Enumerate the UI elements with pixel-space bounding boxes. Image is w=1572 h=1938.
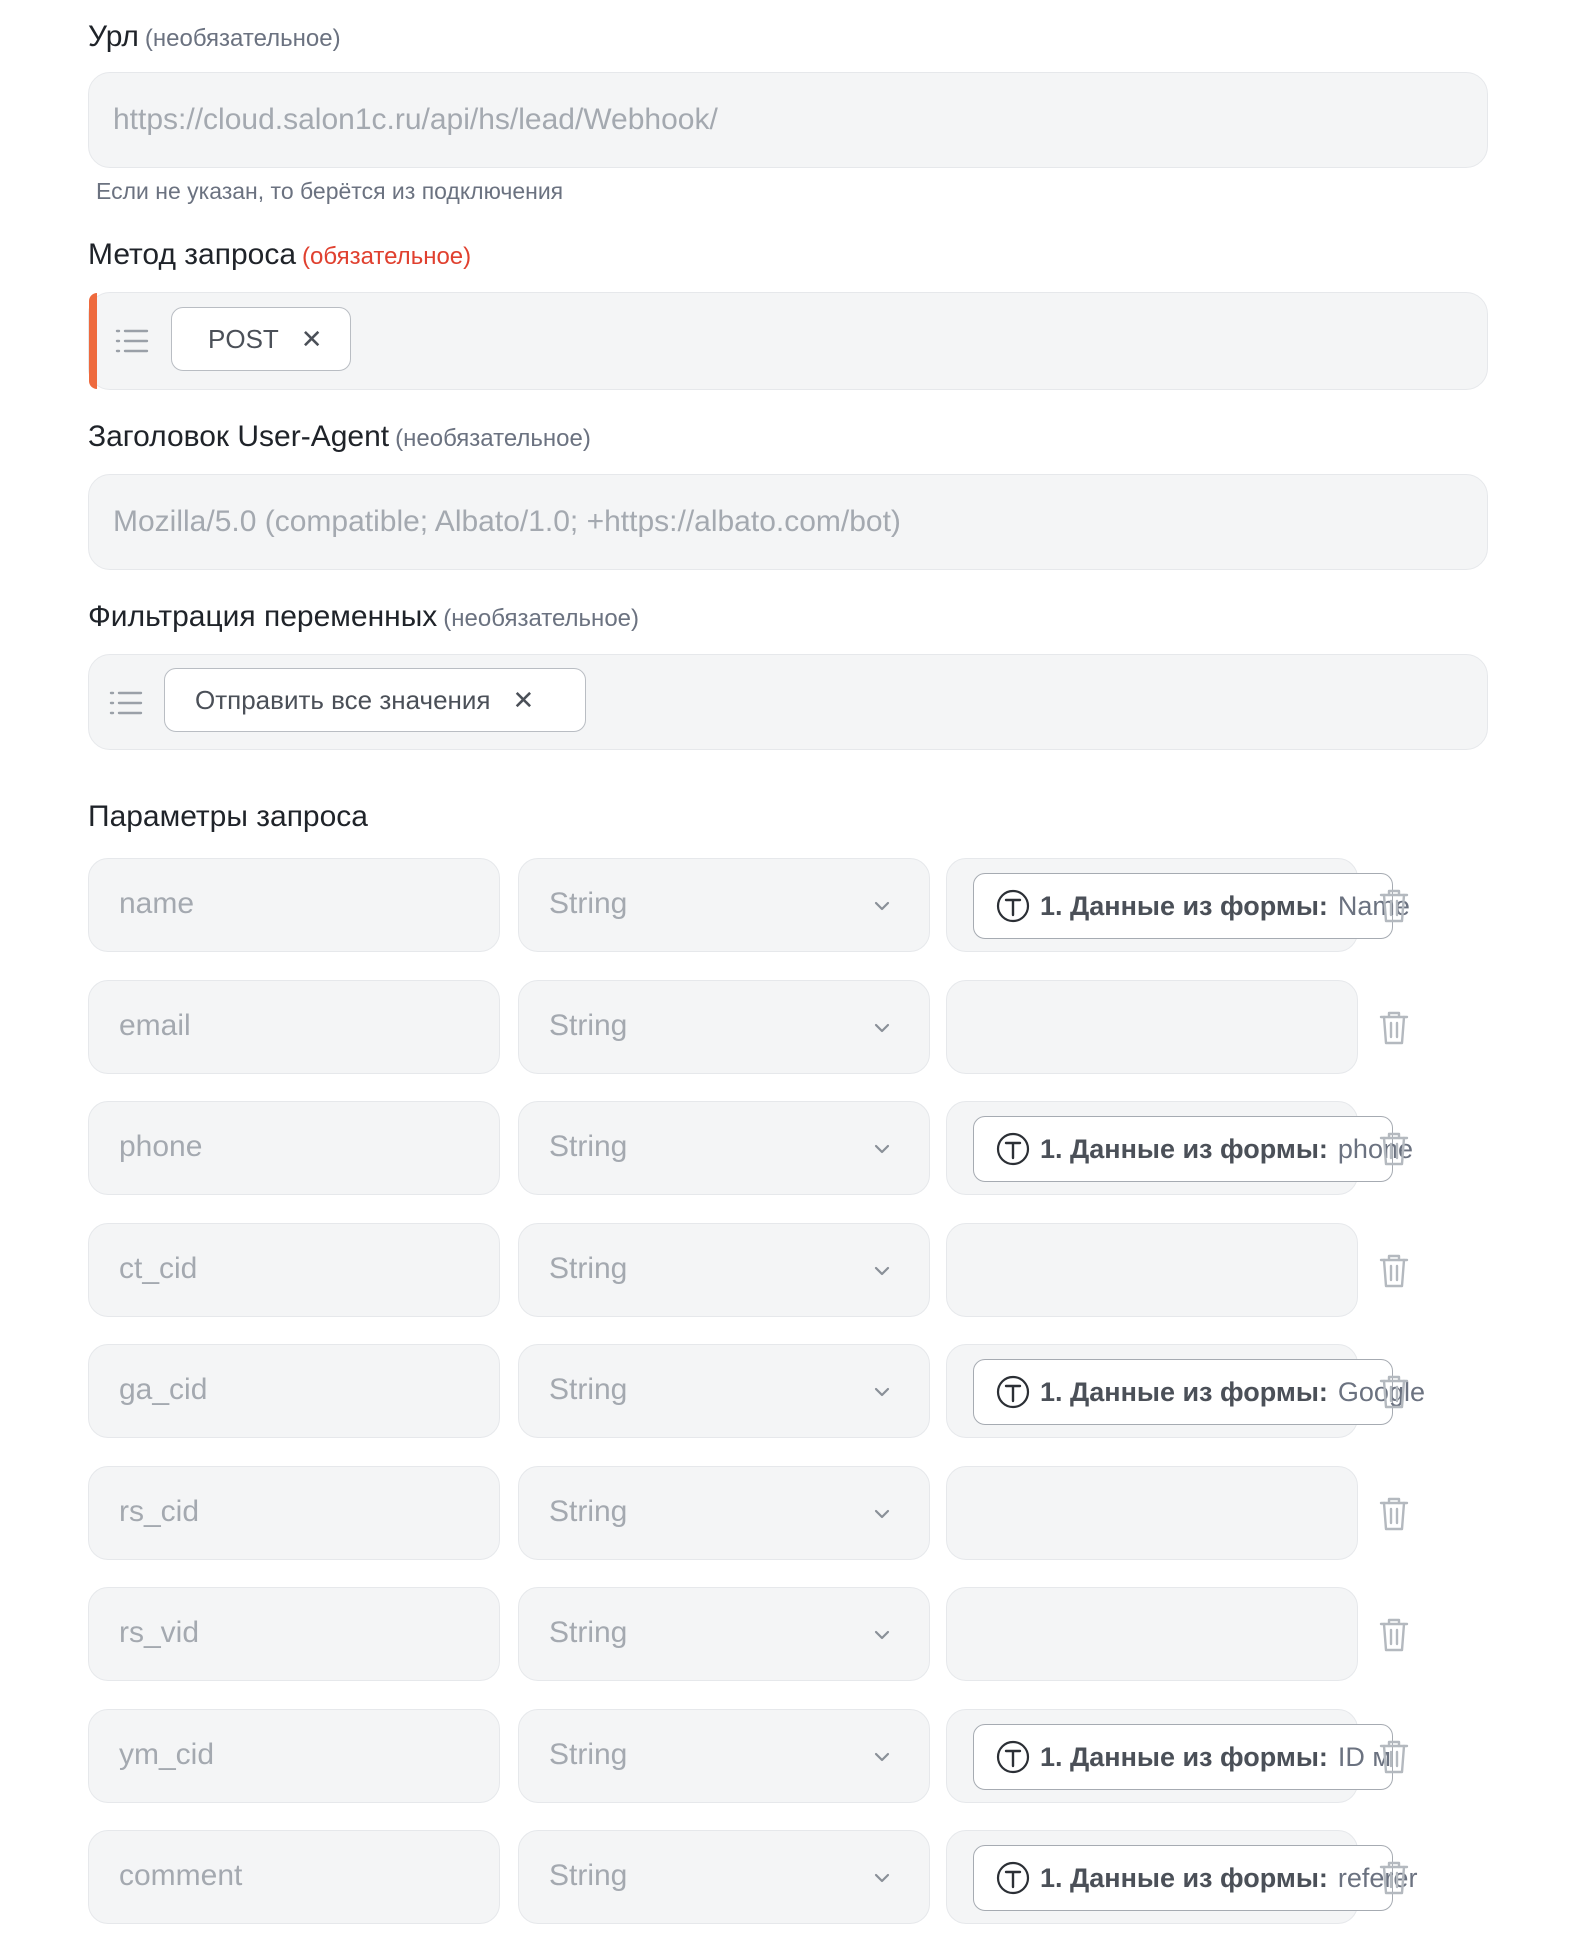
variable-field: phone	[1337, 1133, 1413, 1164]
text-variable-icon	[996, 1375, 1030, 1409]
param-value-field[interactable]	[946, 1830, 1418, 1924]
user-agent-placeholder: Mozilla/5.0 (compatible; Albato/1.0; +https://albato.com/bot)	[113, 505, 901, 538]
param-type-select[interactable]	[518, 980, 930, 1074]
variable-source: 1. Данные из формы:	[1040, 890, 1328, 921]
variable-chip[interactable]	[973, 1116, 1413, 1182]
variable-chip[interactable]	[973, 1359, 1425, 1425]
param-value-field[interactable]	[946, 1223, 1358, 1317]
param-value-field[interactable]	[946, 980, 1358, 1074]
variable-source: 1. Данные из формы:	[1040, 1133, 1328, 1164]
param-value-field[interactable]	[946, 858, 1410, 952]
trash-icon[interactable]	[1378, 888, 1410, 924]
param-name: name	[119, 887, 195, 920]
param-type-select[interactable]	[518, 858, 930, 952]
filter-label: Фильтрация переменных (необязательное)	[88, 600, 639, 633]
filter-chip-label: Отправить все значения	[195, 684, 491, 715]
param-name-input[interactable]	[88, 1344, 500, 1438]
param-name: ga_cid	[119, 1373, 208, 1406]
chevron-down-icon	[873, 1140, 891, 1158]
chevron-down-icon	[873, 1262, 891, 1280]
text-variable-icon	[996, 1861, 1030, 1895]
param-type: String	[549, 1130, 628, 1163]
trash-icon[interactable]	[1378, 1496, 1410, 1532]
variable-chip[interactable]	[973, 873, 1410, 939]
url-value: https://cloud.salon1c.ru/api/hs/lead/Webhook/	[113, 103, 718, 136]
url-label: Урл (необязательное)	[88, 20, 341, 53]
url-hint: Если не указан, то берётся из подключения	[96, 178, 564, 204]
optional-note: (необязательное)	[395, 425, 591, 452]
close-icon[interactable]: ✕	[300, 323, 323, 354]
param-type-select[interactable]	[518, 1587, 930, 1681]
param-name: phone	[119, 1130, 203, 1163]
variable-source: 1. Данные из формы:	[1040, 1741, 1328, 1772]
param-type: String	[549, 1252, 628, 1285]
param-name-input[interactable]	[88, 858, 500, 952]
param-type: String	[549, 1495, 628, 1528]
param-name: comment	[119, 1859, 243, 1892]
param-type: String	[549, 1738, 628, 1771]
trash-icon[interactable]	[1378, 1374, 1410, 1410]
chevron-down-icon	[873, 1748, 891, 1766]
chevron-down-icon	[873, 1505, 891, 1523]
param-value-field[interactable]	[946, 1344, 1425, 1438]
param-type: String	[549, 1616, 628, 1649]
param-value-field[interactable]	[946, 1466, 1358, 1560]
text-variable-icon	[996, 1132, 1030, 1166]
chevron-down-icon	[873, 897, 891, 915]
param-name: ym_cid	[119, 1738, 215, 1771]
variable-source: 1. Данные из формы:	[1040, 1862, 1328, 1893]
list-icon	[115, 327, 149, 355]
param-name: rs_cid	[119, 1495, 200, 1528]
list-icon	[109, 689, 143, 717]
param-type: String	[549, 1859, 628, 1892]
param-name-input[interactable]	[88, 1587, 500, 1681]
method-chip	[171, 307, 351, 371]
chevron-down-icon	[873, 1626, 891, 1644]
variable-field: ID м	[1337, 1741, 1391, 1772]
trash-icon[interactable]	[1378, 1860, 1410, 1896]
param-type-select[interactable]	[518, 1466, 930, 1560]
text-variable-icon	[996, 1740, 1030, 1774]
chevron-down-icon	[873, 1869, 891, 1887]
param-type-select[interactable]	[518, 1830, 930, 1924]
user-agent-label: Заголовок User-Agent (необязательное)	[88, 420, 591, 453]
user-agent-input[interactable]	[88, 474, 1488, 570]
redacted-token	[855, 183, 1449, 209]
variable-field: Google	[1337, 1376, 1425, 1407]
param-type: String	[549, 1009, 628, 1042]
variable-field: Name	[1337, 890, 1410, 921]
param-name-input[interactable]	[88, 980, 500, 1074]
variable-chip[interactable]	[973, 1845, 1418, 1911]
trash-icon[interactable]	[1378, 1617, 1410, 1653]
required-accent-bar	[89, 293, 97, 389]
close-icon[interactable]: ✕	[512, 684, 535, 715]
param-name: email	[119, 1009, 191, 1042]
trash-icon[interactable]	[1378, 1131, 1410, 1167]
text-variable-icon	[996, 889, 1030, 923]
param-name-input[interactable]	[88, 1223, 500, 1317]
param-value-field[interactable]	[946, 1709, 1391, 1803]
param-value-field[interactable]	[946, 1101, 1413, 1195]
param-type-select[interactable]	[518, 1223, 930, 1317]
method-chip-label: POST	[208, 323, 279, 354]
method-label: Метод запроса (обязательное)	[88, 238, 472, 271]
param-type-select[interactable]	[518, 1709, 930, 1803]
param-name-input[interactable]	[88, 1709, 500, 1803]
filter-chip	[164, 668, 586, 732]
param-name: ct_cid	[119, 1252, 198, 1285]
optional-note: (необязательное)	[443, 605, 639, 632]
param-name-input[interactable]	[88, 1466, 500, 1560]
param-type: String	[549, 1373, 628, 1406]
trash-icon[interactable]	[1378, 1739, 1410, 1775]
param-name-input[interactable]	[88, 1101, 500, 1195]
filter-select[interactable]	[88, 654, 1488, 750]
chevron-down-icon	[873, 1019, 891, 1037]
param-name: rs_vid	[119, 1616, 200, 1649]
param-type: String	[549, 887, 628, 920]
trash-icon[interactable]	[1378, 1010, 1410, 1046]
param-value-field[interactable]	[946, 1587, 1358, 1681]
method-select[interactable]	[88, 292, 1488, 390]
variable-chip[interactable]	[973, 1724, 1393, 1790]
param-type-select[interactable]	[518, 1344, 930, 1438]
variable-field: referer	[1337, 1862, 1418, 1893]
params-title: Параметры запроса	[88, 800, 368, 833]
param-name-input[interactable]	[88, 1830, 500, 1924]
required-note: (обязательное)	[302, 243, 472, 270]
optional-note: (необязательное)	[144, 25, 341, 52]
url-input[interactable]	[88, 72, 1488, 168]
param-type-select[interactable]	[518, 1101, 930, 1195]
variable-source: 1. Данные из формы:	[1040, 1376, 1328, 1407]
trash-icon[interactable]	[1378, 1253, 1410, 1289]
chevron-down-icon	[873, 1383, 891, 1401]
